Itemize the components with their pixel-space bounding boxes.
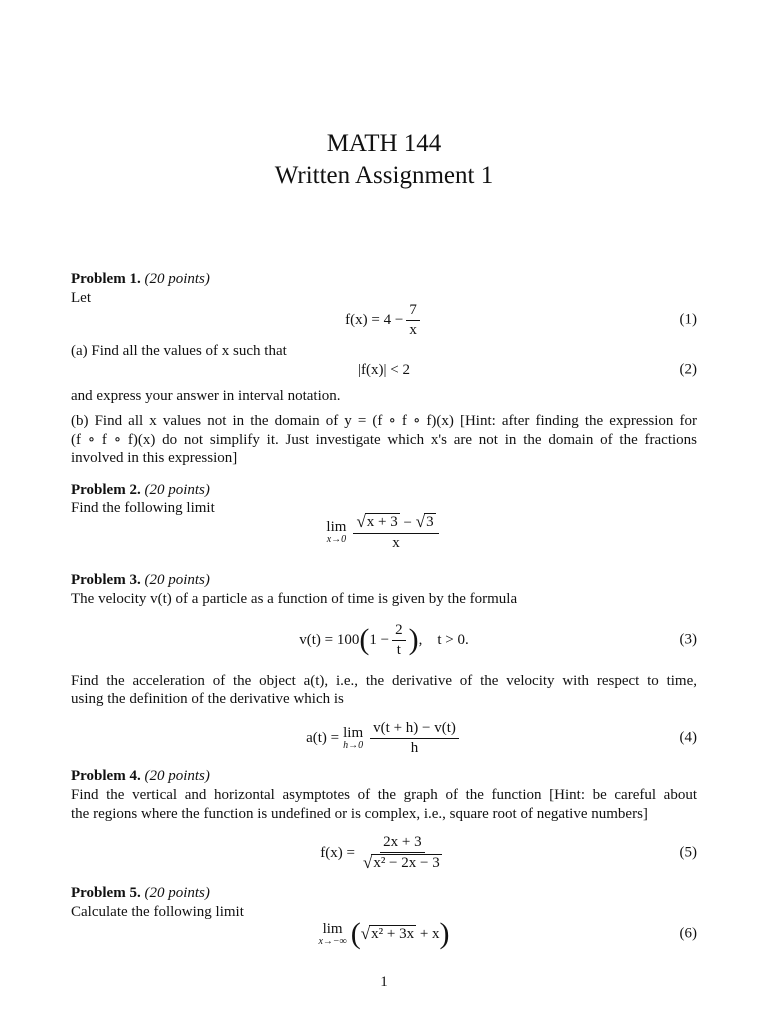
radicand-2: 3 [426, 513, 434, 530]
problem-5-text: Calculate the following limit [71, 904, 244, 920]
problem-2-label: Problem 2. [71, 482, 141, 498]
equation-2 [71, 348, 697, 392]
problem-2-heading [71, 481, 697, 499]
equation-1 [71, 298, 697, 342]
minus-sign: − [399, 514, 416, 531]
assignment-title: Written Assignment 1 [274, 162, 494, 189]
equation-5 [71, 831, 697, 875]
equation-1-numerator: 7 [406, 302, 420, 321]
problem-1-label: Problem 1. [71, 271, 141, 287]
problem-2-points: (20 points) [144, 482, 210, 498]
equation-3-tail: , t > 0. [418, 631, 469, 648]
sqrt-3: √ 3 [415, 511, 434, 531]
limit-operator [326, 520, 346, 545]
problem-4-heading [71, 767, 697, 785]
problem-5-label: Problem 5. [71, 885, 141, 901]
derivative-limit-word: lim [343, 724, 364, 741]
equation-5-denominator [360, 853, 445, 873]
radicand-1: x + 3 [366, 513, 398, 530]
equation-6-tail: + x [416, 925, 440, 942]
sqrt-x-plus-3: √ x + 3 [356, 511, 398, 531]
infinity-limit-word: lim [322, 920, 343, 937]
problem-5-points: (20 points) [144, 885, 210, 901]
problem-4-line-1: Find the vertical and horizontal asymptotes of the graph of the function [Hint: be careful about [71, 787, 697, 803]
left-paren-6: ( [350, 917, 361, 950]
problem-1b-line-3: involved in this expression] [71, 450, 238, 466]
equation-6 [71, 912, 697, 956]
page-number: 1 [380, 974, 388, 990]
derivative-limit-subscript: h→0 [343, 739, 364, 751]
problem-4-points: (20 points) [144, 768, 210, 784]
equation-3-numerator: 2 [392, 622, 406, 641]
infinity-limit-operator [318, 922, 346, 947]
problem-4-line-2: the regions where the function is undefined or is complex, i.e., square root of negative numbers] [71, 806, 648, 822]
difference-quotient-numerator: v(t + h) − v(t) [370, 720, 459, 739]
problem-5-heading [71, 884, 697, 902]
course-title: MATH 144 [326, 130, 442, 157]
infinity-limit-subscript: x→−∞ [318, 935, 347, 947]
equation-1-lhs: f(x) = 4 − [345, 311, 404, 328]
problem-3-text: The velocity v(t) of a particle as a function of time is given by the formula [71, 591, 518, 607]
equation-3 [71, 618, 697, 662]
problem-3-line-1: Find the acceleration of the object a(t), i.e., the derivative of the velocity with respect to time, [71, 673, 697, 689]
problem-1b-line-2: (f ∘ f ∘ f)(x) do not simplify it. Just investigate which x's are not in the domain of the fractions [71, 432, 697, 448]
problem-3-heading [71, 571, 697, 589]
equation-5-number: (5) [679, 844, 697, 861]
equation-5-numerator: 2x + 3 [380, 834, 424, 853]
equation-4 [71, 716, 697, 760]
right-paren: ) [408, 623, 419, 656]
problem-1a-text: (a) Find all the values of x such that [71, 343, 287, 359]
equation-4-number: (4) [679, 729, 697, 746]
equation-2-expression: |f(x)| < 2 [358, 361, 410, 378]
left-paren: ( [359, 623, 370, 656]
equation-4-lhs: a(t) = [306, 729, 340, 746]
radicand-6: x² + 3x [371, 926, 415, 942]
problem-1a-after: and express your answer in interval notation. [71, 388, 341, 404]
sqrt-x2-plus-3x: √ x² + 3x [360, 924, 415, 943]
problem-3-points: (20 points) [144, 572, 210, 588]
problem-1-intro: Let [71, 290, 91, 306]
limit-word: lim [326, 518, 347, 535]
equation-1-fraction [406, 302, 420, 339]
equation-3-number: (3) [679, 631, 697, 648]
sqrt-quadratic: √ x² − 2x − 3 [362, 852, 440, 872]
equation-3-denominator: t [396, 641, 401, 658]
equation-2-number: (2) [679, 361, 697, 378]
quadratic-radicand: x² − 2x − 3 [373, 854, 440, 871]
problem-1b-line-1: (b) Find all x values not in the domain of y = (f ∘ f ∘ f)(x) [Hint: after finding the expression for [71, 413, 697, 429]
derivative-limit-operator [343, 726, 363, 751]
equation-1-denominator: x [409, 321, 417, 338]
problem-2-text: Find the following limit [71, 500, 215, 516]
limit-equation-problem-2 [71, 510, 697, 554]
problem-1-points: (20 points) [144, 271, 210, 287]
problem-3-line-2: using the definition of the derivative which is [71, 691, 344, 707]
limit-numerator [353, 513, 438, 534]
equation-6-number: (6) [679, 925, 697, 942]
difference-quotient-denominator: h [410, 739, 419, 756]
equation-3-inner: 1 − [369, 631, 390, 648]
problem-3-label: Problem 3. [71, 572, 141, 588]
limit-fraction [353, 513, 438, 552]
limit-denominator: x [392, 534, 400, 551]
right-paren-6: ) [439, 917, 450, 950]
equation-3-lhs: v(t) = 100 [299, 631, 360, 648]
equation-1-number: (1) [679, 311, 697, 328]
difference-quotient [370, 720, 459, 757]
limit-subscript: x→0 [326, 533, 347, 545]
equation-5-fraction [360, 834, 445, 873]
equation-5-lhs: f(x) = [320, 844, 355, 861]
problem-4-label: Problem 4. [71, 768, 141, 784]
equation-3-fraction [392, 622, 406, 659]
problem-1-heading [71, 270, 697, 288]
